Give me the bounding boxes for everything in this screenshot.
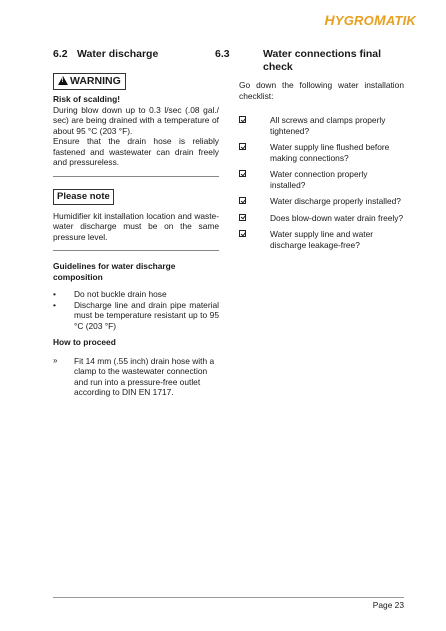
checklist: [239, 115, 404, 250]
logo-letter-m: M: [373, 12, 386, 28]
guidelines-heading: Guidelines for water discharge composition: [53, 261, 176, 282]
checkbox-checked-icon: [239, 143, 246, 150]
checkbox-checked-icon: [239, 197, 246, 204]
list-item: [53, 356, 219, 398]
page-number: Page 23: [372, 600, 404, 610]
checklist-item-text: Water supply line and water discharge leakage-free?: [270, 229, 374, 250]
note-label-box: [53, 189, 114, 205]
checkbox-checked-icon: [239, 230, 246, 237]
right-column: [215, 48, 404, 256]
checklist-item-text: All screws and clamps properly tightened?: [270, 115, 386, 136]
step-mark: »: [53, 355, 58, 365]
checklist-item: [239, 169, 404, 190]
warning-triangle-icon: [58, 76, 68, 85]
checkbox-checked-icon: [239, 214, 246, 221]
checklist-item-text: Does blow-down water drain freely?: [270, 212, 404, 223]
guidelines-list: [53, 289, 219, 331]
logo-text-atik: ATIK: [385, 13, 416, 28]
checkbox-checked-icon: [239, 170, 246, 177]
section-number: 6.3: [215, 48, 230, 60]
checkbox-checked-icon: [239, 116, 246, 123]
section-heading-water-discharge: [53, 48, 219, 61]
section-number: 6.2: [53, 48, 68, 60]
checklist-item: [239, 213, 404, 224]
logo-text-ygro: YGRO: [334, 13, 374, 28]
section-title: Water discharge: [77, 48, 159, 60]
warning-heading: Risk of scalding!: [53, 94, 121, 104]
warning-text: During blow down up to 0.3 l/sec (.08 gal./ sec) are being drained with a temperature of about 95 °C (203 °F).: [53, 104, 219, 136]
steps-list: [53, 356, 219, 398]
section-heading-final-check: [215, 48, 404, 74]
note-text: Humidifier kit installation location and waste-water discharge must be on the same pressure level.: [53, 210, 219, 242]
checklist-item-text: Water supply line flushed before making connections?: [270, 142, 390, 163]
divider: [53, 250, 219, 251]
logo-letter-h: H: [324, 12, 335, 28]
checklist-intro: Go down the following water installation checklist:: [239, 80, 404, 101]
checklist-item: [239, 196, 404, 207]
bullet-mark: •: [53, 299, 56, 310]
checklist-item: [239, 115, 404, 136]
checklist-item-text: Water connection properly installed?: [270, 169, 368, 190]
divider: [53, 176, 219, 177]
warning-label: WARNING: [70, 75, 121, 87]
hygromatik-logo: [325, 12, 416, 28]
guideline-text: Do not buckle drain hose: [74, 289, 167, 299]
checklist-item: [239, 142, 404, 163]
step-text: Fit 14 mm (.55 inch) drain hose with a clamp to the wastewater connection and run into a pressure-free outlet according to DIN EN 1717.: [74, 355, 215, 397]
bullet-mark: •: [53, 289, 56, 299]
list-item: [53, 300, 219, 332]
checklist-item: [239, 229, 404, 250]
how-to-proceed-heading: How to proceed: [53, 337, 116, 347]
footer-divider: [53, 597, 404, 598]
checklist-item-text: Water discharge properly installed?: [270, 196, 401, 206]
left-column: [53, 48, 219, 398]
guideline-text: Discharge line and drain pipe material must be temperature resistant up to 95 °C (203 °F): [74, 299, 219, 331]
warning-label-box: [53, 73, 126, 90]
warning-text-2: Ensure that the drain hose is reliably fastened and wastewater can drain freely and pressureless.: [53, 136, 219, 167]
note-label: Please note: [57, 190, 110, 202]
section-title: Water connections final check: [263, 48, 382, 73]
list-item: [53, 289, 219, 300]
